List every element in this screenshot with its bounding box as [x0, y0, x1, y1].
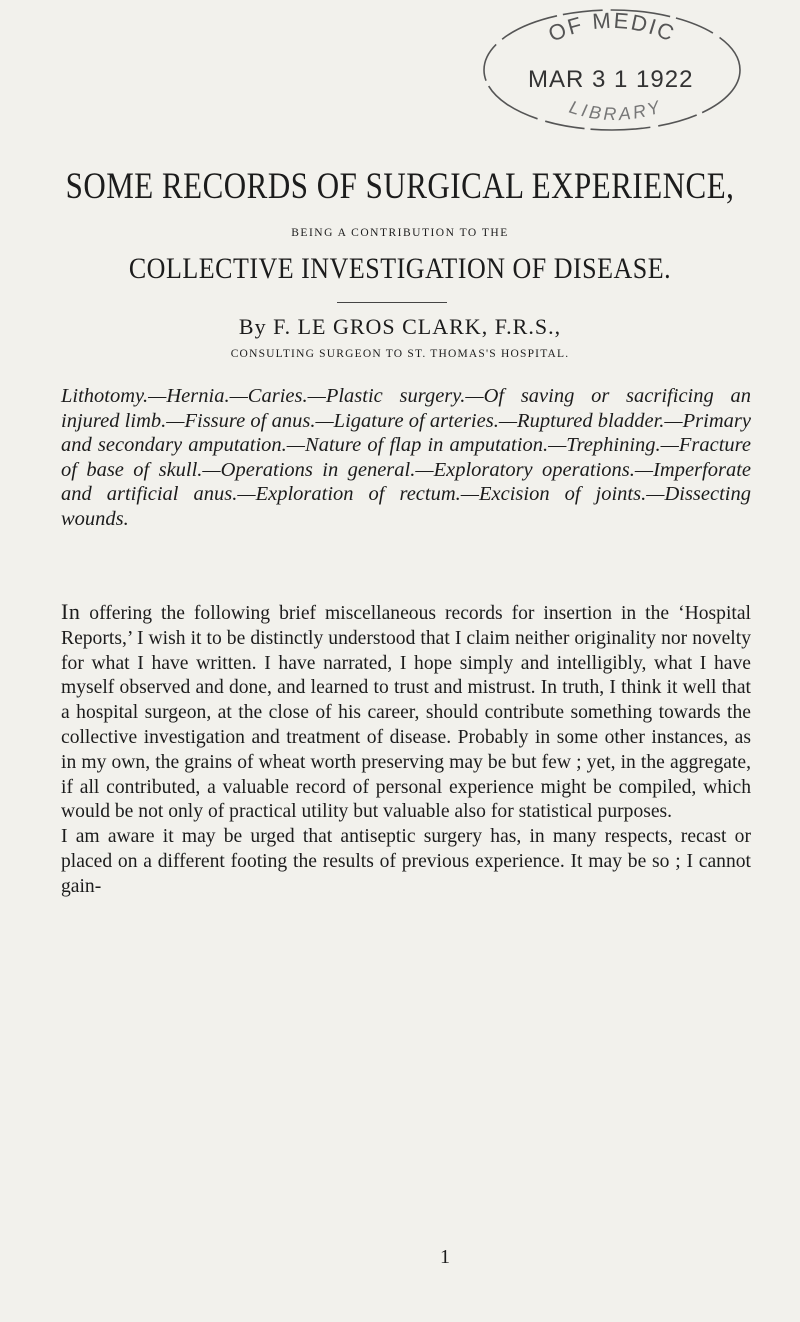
subtitle-small: BEING A CONTRIBUTION TO THE — [291, 227, 509, 239]
stamp-bottom-text: LIBRARY — [566, 96, 665, 125]
paragraph-1 — [61, 600, 751, 825]
page-number: 1 — [440, 1246, 450, 1268]
body-text — [61, 600, 751, 900]
paragraph-2: I am aware it may be urged that antiseptic surgery has, in many respects, recast or placed on a different footing the results of previous experience. It may be so ; I cannot gain- — [61, 826, 751, 897]
paragraph-1-text: offering the following brief miscellaneous records for insertion in the ‘Hospital Reports,’ I wish it to be distinctly understood that I claim neither originality nor novelty for what I have written. I have narrated, I hope simply and intelligibly, what I have myself observed and done, and learned to trust and mistrust. In truth, I think it well that a hospital surgeon, at the close of his career, should contribute something towards the collective investigation and treatment of disease. Probably in some other instances, as in my own, the grains of wheat worth preserving may be but few ; yet, in the aggregate, if all contributed, a valuable record of personal experience might be compiled, which would be not only of practical utility but valuable also for statistical purposes. — [61, 603, 751, 823]
svg-text:LIBRARY — [567, 96, 665, 124]
divider-rule — [337, 302, 447, 303]
document-title: SOME RECORDS OF SURGICAL EXPERIENCE, — [65, 165, 735, 207]
stamp-date: MAR 3 1 1922 — [528, 66, 694, 93]
contents-summary: Lithotomy.—Hernia.—Caries.—Plastic surgery.—Of saving or sacrificing an injured limb.—Fissure of anus.—Ligature of arteries.—Ruptured bladder.—Primary and secondary amputation.—Nature of flap in amputation.—Trephining.—Fracture of base of skull.—Operations in general.—Exploratory operations.—Imperforate and artificial anus.—Exploration of rectum.—Excision of joints.—Dissecting wounds. — [61, 385, 751, 530]
author-affiliation: CONSULTING SURGEON TO ST. THOMAS'S HOSPITAL. — [230, 348, 570, 360]
lead-in-word: In — [61, 599, 81, 624]
author-line: By F. LE GROS CLARK, F.R.S., — [238, 314, 562, 339]
subtitle-large: COLLECTIVE INVESTIGATION OF DISEASE. — [128, 252, 672, 285]
stamp-top-text: OF MEDIC — [544, 7, 680, 47]
